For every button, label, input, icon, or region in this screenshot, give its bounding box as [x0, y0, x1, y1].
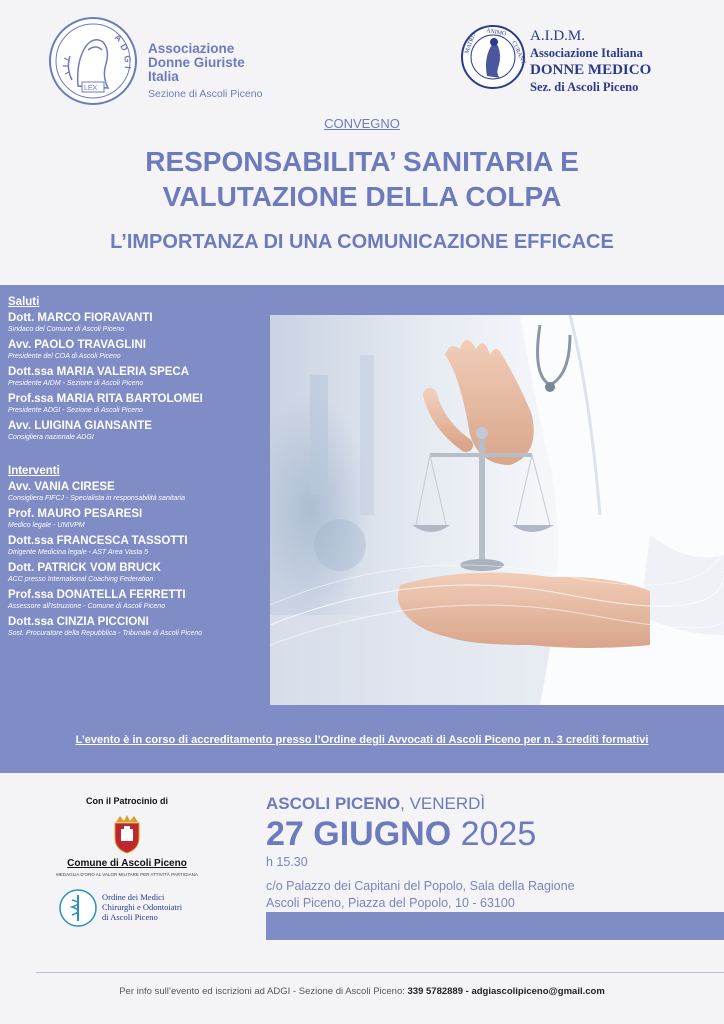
speaker: [8, 366, 270, 389]
svg-text:G: G: [122, 54, 134, 64]
speaker: [8, 562, 270, 585]
speaker-name: Dott.ssa MARIA VALERIA SPECA: [8, 366, 190, 378]
accent-stripe: [266, 912, 724, 940]
comune-note: MEDAGLIA D'ORO AL VALOR MILITARE PER ATTIVITÀ PARTIGIANA: [56, 872, 198, 877]
speaker: [8, 481, 270, 504]
speaker-role: Consigliera nazionale ADGI: [8, 434, 94, 441]
footer-phone[interactable]: 339 5782889: [407, 986, 463, 997]
speaker: [8, 393, 270, 416]
aidm-logo: [460, 24, 700, 104]
speaker-role: Dirigente Medicina legale - AST Area Vasta 5: [8, 549, 149, 556]
speaker-role: Presidente del COA di Ascoli Piceno: [8, 353, 121, 360]
svg-text:LEX: LEX: [84, 85, 98, 92]
event-venue: c/o Palazzo dei Capitani del Popolo, Sala della Ragione: [266, 879, 575, 893]
speaker: [8, 312, 270, 335]
aidm-abbr: A.I.D.M.: [530, 28, 585, 44]
speaker-role: Medico legale - UNIVPM: [8, 522, 85, 529]
footer-divider: [36, 972, 724, 973]
accreditation-note: L’evento è in corso di accreditamento presso l’Ordine degli Avvocati di Ascoli Piceno per n. 3 crediti formativi: [75, 734, 649, 746]
svg-text:ANIMO: ANIMO: [485, 28, 507, 38]
speaker: [8, 616, 270, 639]
svg-text:A: A: [112, 31, 125, 44]
speaker-name: Dott. PATRICK VOM BRUCK: [8, 562, 161, 574]
aidm-seal-icon: [460, 24, 526, 90]
speaker-name: Avv. VANIA CIRESE: [8, 481, 115, 493]
title-line: RESPONSABILITA’ SANITARIA E: [145, 146, 579, 177]
speaker: [8, 589, 270, 612]
ordine-medici-logo: [58, 888, 208, 932]
speakers-list: [8, 296, 270, 639]
speaker-role: Sindaco del Comune di Ascoli Piceno: [8, 326, 125, 333]
event-city-day: [266, 794, 706, 814]
comune-crest-icon: [110, 814, 144, 854]
event-day-month: 27 GIUGNO: [266, 815, 452, 853]
speaker-name: Prof. MAURO PESARESI: [8, 508, 143, 520]
speaker-name: Avv. PAOLO TRAVAGLINI: [8, 339, 147, 351]
speaker-name: Prof.ssa DONATELLA FERRETTI: [8, 589, 186, 601]
footer-sep: -: [463, 986, 472, 997]
adgi-name-line: Donne Giuriste: [148, 55, 245, 70]
speaker-role: Presidente ADGI - Sezione di Ascoli Piceno: [8, 407, 143, 414]
adgi-section: Sezione di Ascoli Piceno: [148, 88, 263, 100]
event-date: [266, 816, 706, 852]
speaker: [8, 339, 270, 362]
patronage-block: [52, 796, 202, 877]
footer-text: Per info sull’evento ed iscrizioni ad ADGI - Sezione di Ascoli Piceno:: [119, 986, 408, 997]
adgi-name: [148, 42, 262, 100]
ordine-line: Chirurghi e Odontoiatri: [102, 902, 183, 912]
adgi-name-line: Associazione: [148, 41, 235, 56]
footer-contact: [0, 986, 724, 997]
svg-text:I: I: [122, 65, 133, 70]
speaker-name: Dott. MARCO FIORAVANTI: [8, 312, 153, 324]
speaker-name: Dott.ssa CINZIA PICCIONI: [8, 616, 149, 628]
event-address: Ascoli Piceno, Piazza del Popolo, 10 - 63100: [266, 896, 515, 910]
event-time: h 15.30: [266, 855, 308, 869]
ordine-line: di Ascoli Piceno: [102, 912, 158, 922]
adgi-logo: [48, 16, 308, 108]
adgi-name-line: Italia: [148, 69, 179, 84]
svg-text:D: D: [118, 42, 131, 53]
event-year: 2025: [451, 815, 537, 853]
speaker: [8, 420, 270, 443]
event-city: ASCOLI PICENO: [266, 794, 401, 813]
aidm-name: [530, 28, 651, 95]
svg-text:CURANT: CURANT: [510, 40, 526, 66]
page-title: [0, 144, 724, 214]
aidm-line3: Sez. di Ascoli Piceno: [530, 80, 639, 94]
saluti-heading: Saluti: [8, 296, 40, 308]
speaker-role: Consigliera FIFCJ - Specialista in responsabilità sanitaria: [8, 495, 186, 502]
speaker-role: ACC presso International Coaching Federation: [8, 576, 154, 583]
event-info: [266, 794, 706, 910]
event-weekday: , VENERDÌ: [400, 794, 486, 813]
speaker: [8, 535, 270, 558]
patronage-label: Con il Patrocinio di: [85, 796, 168, 806]
title-line: VALUTAZIONE DELLA COLPA: [162, 181, 562, 212]
speaker-name: Avv. LUIGINA GIANSANTE: [8, 420, 152, 432]
page-subtitle: L’IMPORTANZA DI UNA COMUNICAZIONE EFFICACE: [110, 231, 614, 253]
speaker-role: Assessore all'Istruzione - Comune di Ascoli Piceno: [8, 603, 166, 610]
ordine-name: [102, 892, 182, 922]
comune-name: Comune di Ascoli Piceno: [67, 858, 187, 869]
kicker: CONVEGNO: [324, 116, 400, 131]
aidm-line1: Associazione Italiana: [530, 46, 643, 60]
interventi-heading: Interventi: [8, 465, 60, 477]
svg-text:MATRIS: MATRIS: [464, 31, 478, 55]
footer-email[interactable]: adgiascolipiceno@gmail.com: [471, 986, 605, 997]
speaker: [8, 508, 270, 531]
speaker-role: Presidente AIDM - Sezione di Ascoli Piceno: [8, 380, 144, 387]
speaker-name: Dott.ssa FRANCESCA TASSOTTI: [8, 535, 188, 547]
speaker-role: Sost. Procuratore della Repubblica - Tribunale di Ascoli Piceno: [8, 630, 203, 637]
adgi-seal-icon: [48, 16, 138, 106]
speaker-name: Prof.ssa MARIA RITA BARTOLOMEI: [8, 393, 203, 405]
ordine-line: Ordine dei Medici: [102, 892, 165, 902]
caduceus-icon: [58, 888, 98, 928]
aidm-line2: DONNE MEDICO: [530, 62, 652, 78]
doctor-hands-scale-image: [270, 315, 724, 705]
